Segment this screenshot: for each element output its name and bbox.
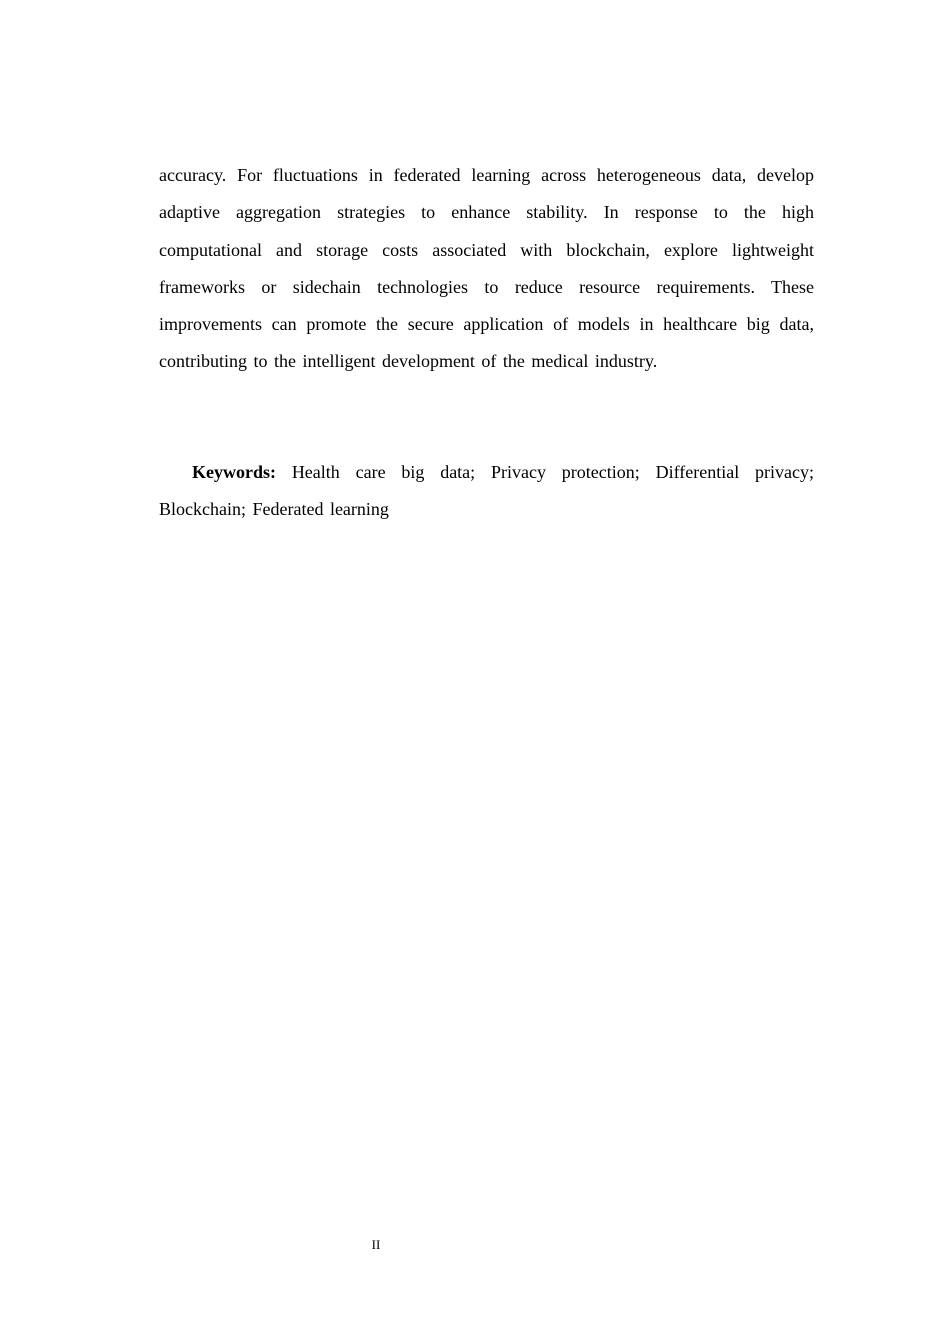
abstract-paragraph: accuracy. For fluctuations in federated learning across heterogeneous data, develop adaptive aggregation strategies to enhance stability. In response to the high computational and storage costs associated with blockchain, explore lightweight frameworks or sidechain technologies to reduce resource requirements. These improvements can promote the secure application of models in healthcare big data, contributing to the intelligent development of the medical industry. — [159, 165, 814, 372]
keywords-text: Health care big data; Privacy protection; Differential privacy; Blockchain; Federated learning — [159, 462, 814, 520]
keywords-paragraph — [159, 454, 814, 529]
keywords-label: Keywords: — [192, 462, 276, 482]
page-number: II — [371, 1237, 381, 1252]
